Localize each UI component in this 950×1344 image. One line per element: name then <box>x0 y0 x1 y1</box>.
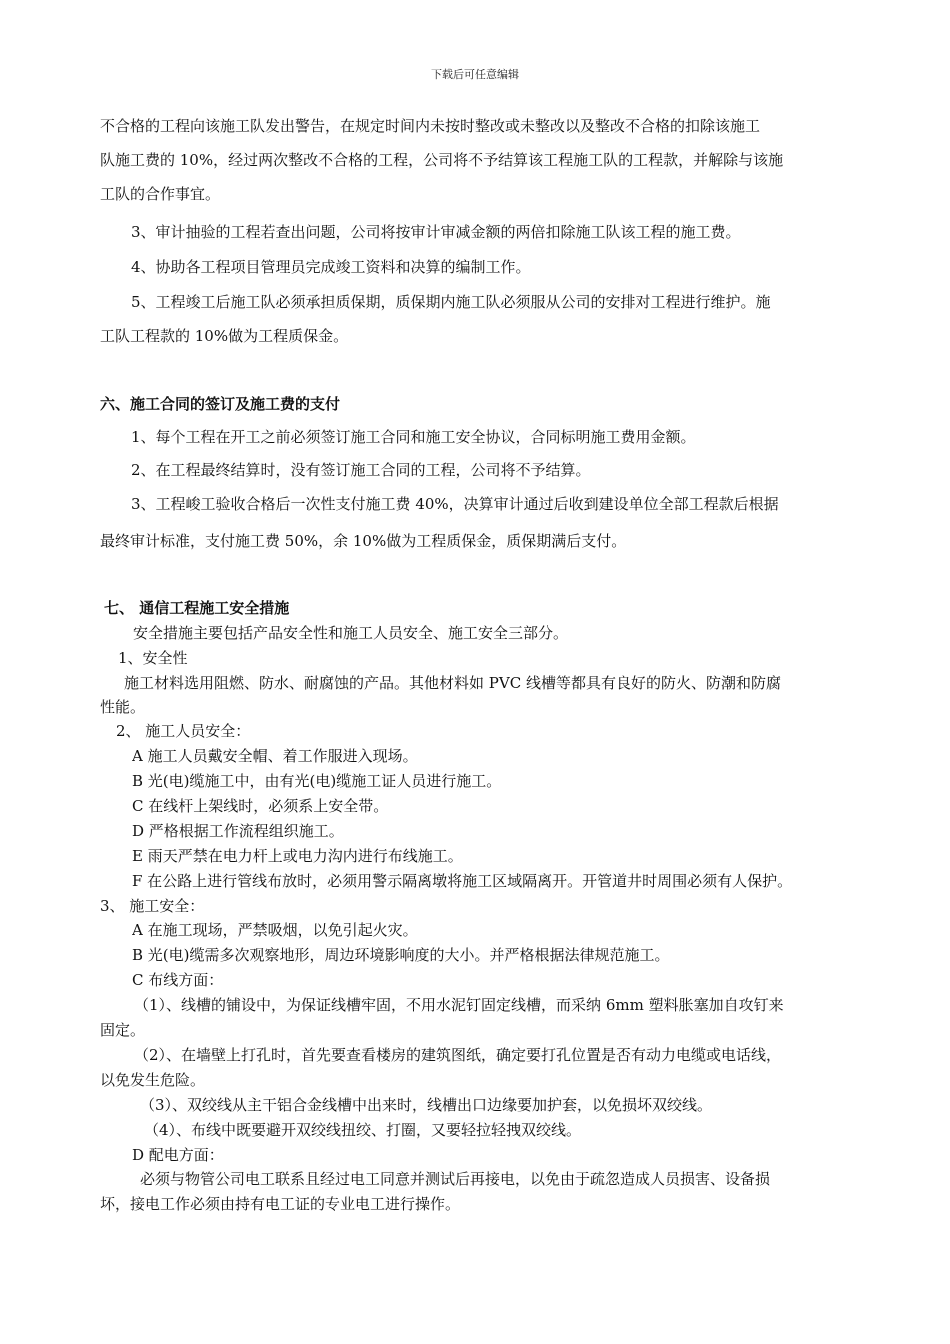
paragraph-line: （3）、双绞线从主干铝合金线槽中出来时，线槽出口边缘要加护套，以免损坏双绞线。 <box>140 1096 713 1114</box>
paragraph-line: B 光(电)缆施工中，由有光(电)缆施工证人员进行施工。 <box>132 772 502 790</box>
paragraph-line: C 布线方面： <box>132 971 224 989</box>
paragraph-line: A 施工人员戴安全帽、着工作服进入现场。 <box>132 747 418 765</box>
paragraph-line: B 光(电)缆需多次观察地形，周边环境影响度的大小。并严格根据法律规范施工。 <box>132 946 670 964</box>
paragraph-line: D 配电方面： <box>132 1146 224 1164</box>
paragraph-line: 不合格的工程向该施工队发出警告，在规定时间内未按时整改或未整改以及整改不合格的扣除该施工 <box>100 117 761 135</box>
paragraph-line: 2、在工程最终结算时，没有签订施工合同的工程，公司将不予结算。 <box>131 461 591 479</box>
paragraph-line: 安全措施主要包括产品安全性和施工人员安全、施工安全三部分。 <box>133 624 569 642</box>
paragraph-line: 1、每个工程在开工之前必须签订施工合同和施工安全协议，合同标明施工费用金额。 <box>131 428 696 446</box>
paragraph-line: 工队的合作事宜。 <box>100 185 221 203</box>
paragraph-line: 坏，接电工作必须由持有电工证的专业电工进行操作。 <box>100 1195 461 1213</box>
paragraph-line: 3、审计抽验的工程若查出问题，公司将按审计审减金额的两倍扣除施工队该工程的施工费。 <box>131 223 741 241</box>
paragraph-line: A 在施工现场，严禁吸烟，以免引起火灾。 <box>132 921 418 939</box>
paragraph-line: F 在公路上进行管线布放时，必须用警示隔离墩将施工区域隔离开。开管道井时周围必须有人保护。 <box>132 872 793 890</box>
paragraph-line: 以免发生危险。 <box>100 1071 206 1089</box>
paragraph-line: 性能。 <box>100 698 146 716</box>
paragraph-line: C 在线杆上架线时，必须系上安全带。 <box>132 797 389 815</box>
paragraph-line: 工队工程款的 10%做为工程质保金。 <box>100 327 349 345</box>
paragraph-line: D 严格根据工作流程组织施工。 <box>132 822 344 840</box>
paragraph-line: 固定。 <box>100 1021 146 1039</box>
paragraph-line: E 雨天严禁在电力杆上或电力沟内进行布线施工。 <box>132 847 463 865</box>
paragraph-line: 5、工程竣工后施工队必须承担质保期，质保期内施工队必须服从公司的安排对工程进行维护。施 <box>131 293 771 311</box>
paragraph-line: 3、工程峻工验收合格后一次性支付施工费 40%，决算审计通过后收到建设单位全部工程款后根据 <box>131 495 779 513</box>
paragraph-line: 必须与物管公司电工联系且经过电工同意并测试后再接电，以免由于疏忽造成人员损害、设备损 <box>140 1170 771 1188</box>
paragraph-line: 4、协助各工程项目管理员完成竣工资料和决算的编制工作。 <box>131 258 531 276</box>
paragraph-line: 2、 施工人员安全： <box>116 722 251 740</box>
page-header: 下载后可任意编辑 <box>431 68 519 81</box>
paragraph-line: 施工材料选用阻燃、防水、耐腐蚀的产品。其他材料如 PVC 线槽等都具有良好的防火、防潮和防腐 <box>124 674 781 692</box>
paragraph-line: 3、 施工安全： <box>100 897 205 915</box>
section-heading-6: 六、施工合同的签订及施工费的支付 <box>100 395 341 413</box>
paragraph-line: （2）、在墙壁上打孔时，首先要查看楼房的建筑图纸，确定要打孔位置是否有动力电缆或电话线， <box>134 1046 782 1064</box>
paragraph-line: （1）、线槽的铺设中，为保证线槽牢固，不用水泥钉固定线槽，而采纳 6mm 塑料胀塞加自攻钉来 <box>134 996 784 1014</box>
section-heading-7: 七、 通信工程施工安全措施 <box>104 599 290 617</box>
paragraph-line: 队施工费的 10%，经过两次整改不合格的工程，公司将不予结算该工程施工队的工程款，并解除与该施 <box>100 151 784 169</box>
paragraph-line: 1、安全性 <box>118 649 188 667</box>
paragraph-line: （4）、布线中既要避开双绞线扭绞、打圈，又要轻拉轻拽双绞线。 <box>144 1121 582 1139</box>
paragraph-line: 最终审计标准，支付施工费 50%，余 10%做为工程质保金，质保期满后支付。 <box>100 532 627 550</box>
